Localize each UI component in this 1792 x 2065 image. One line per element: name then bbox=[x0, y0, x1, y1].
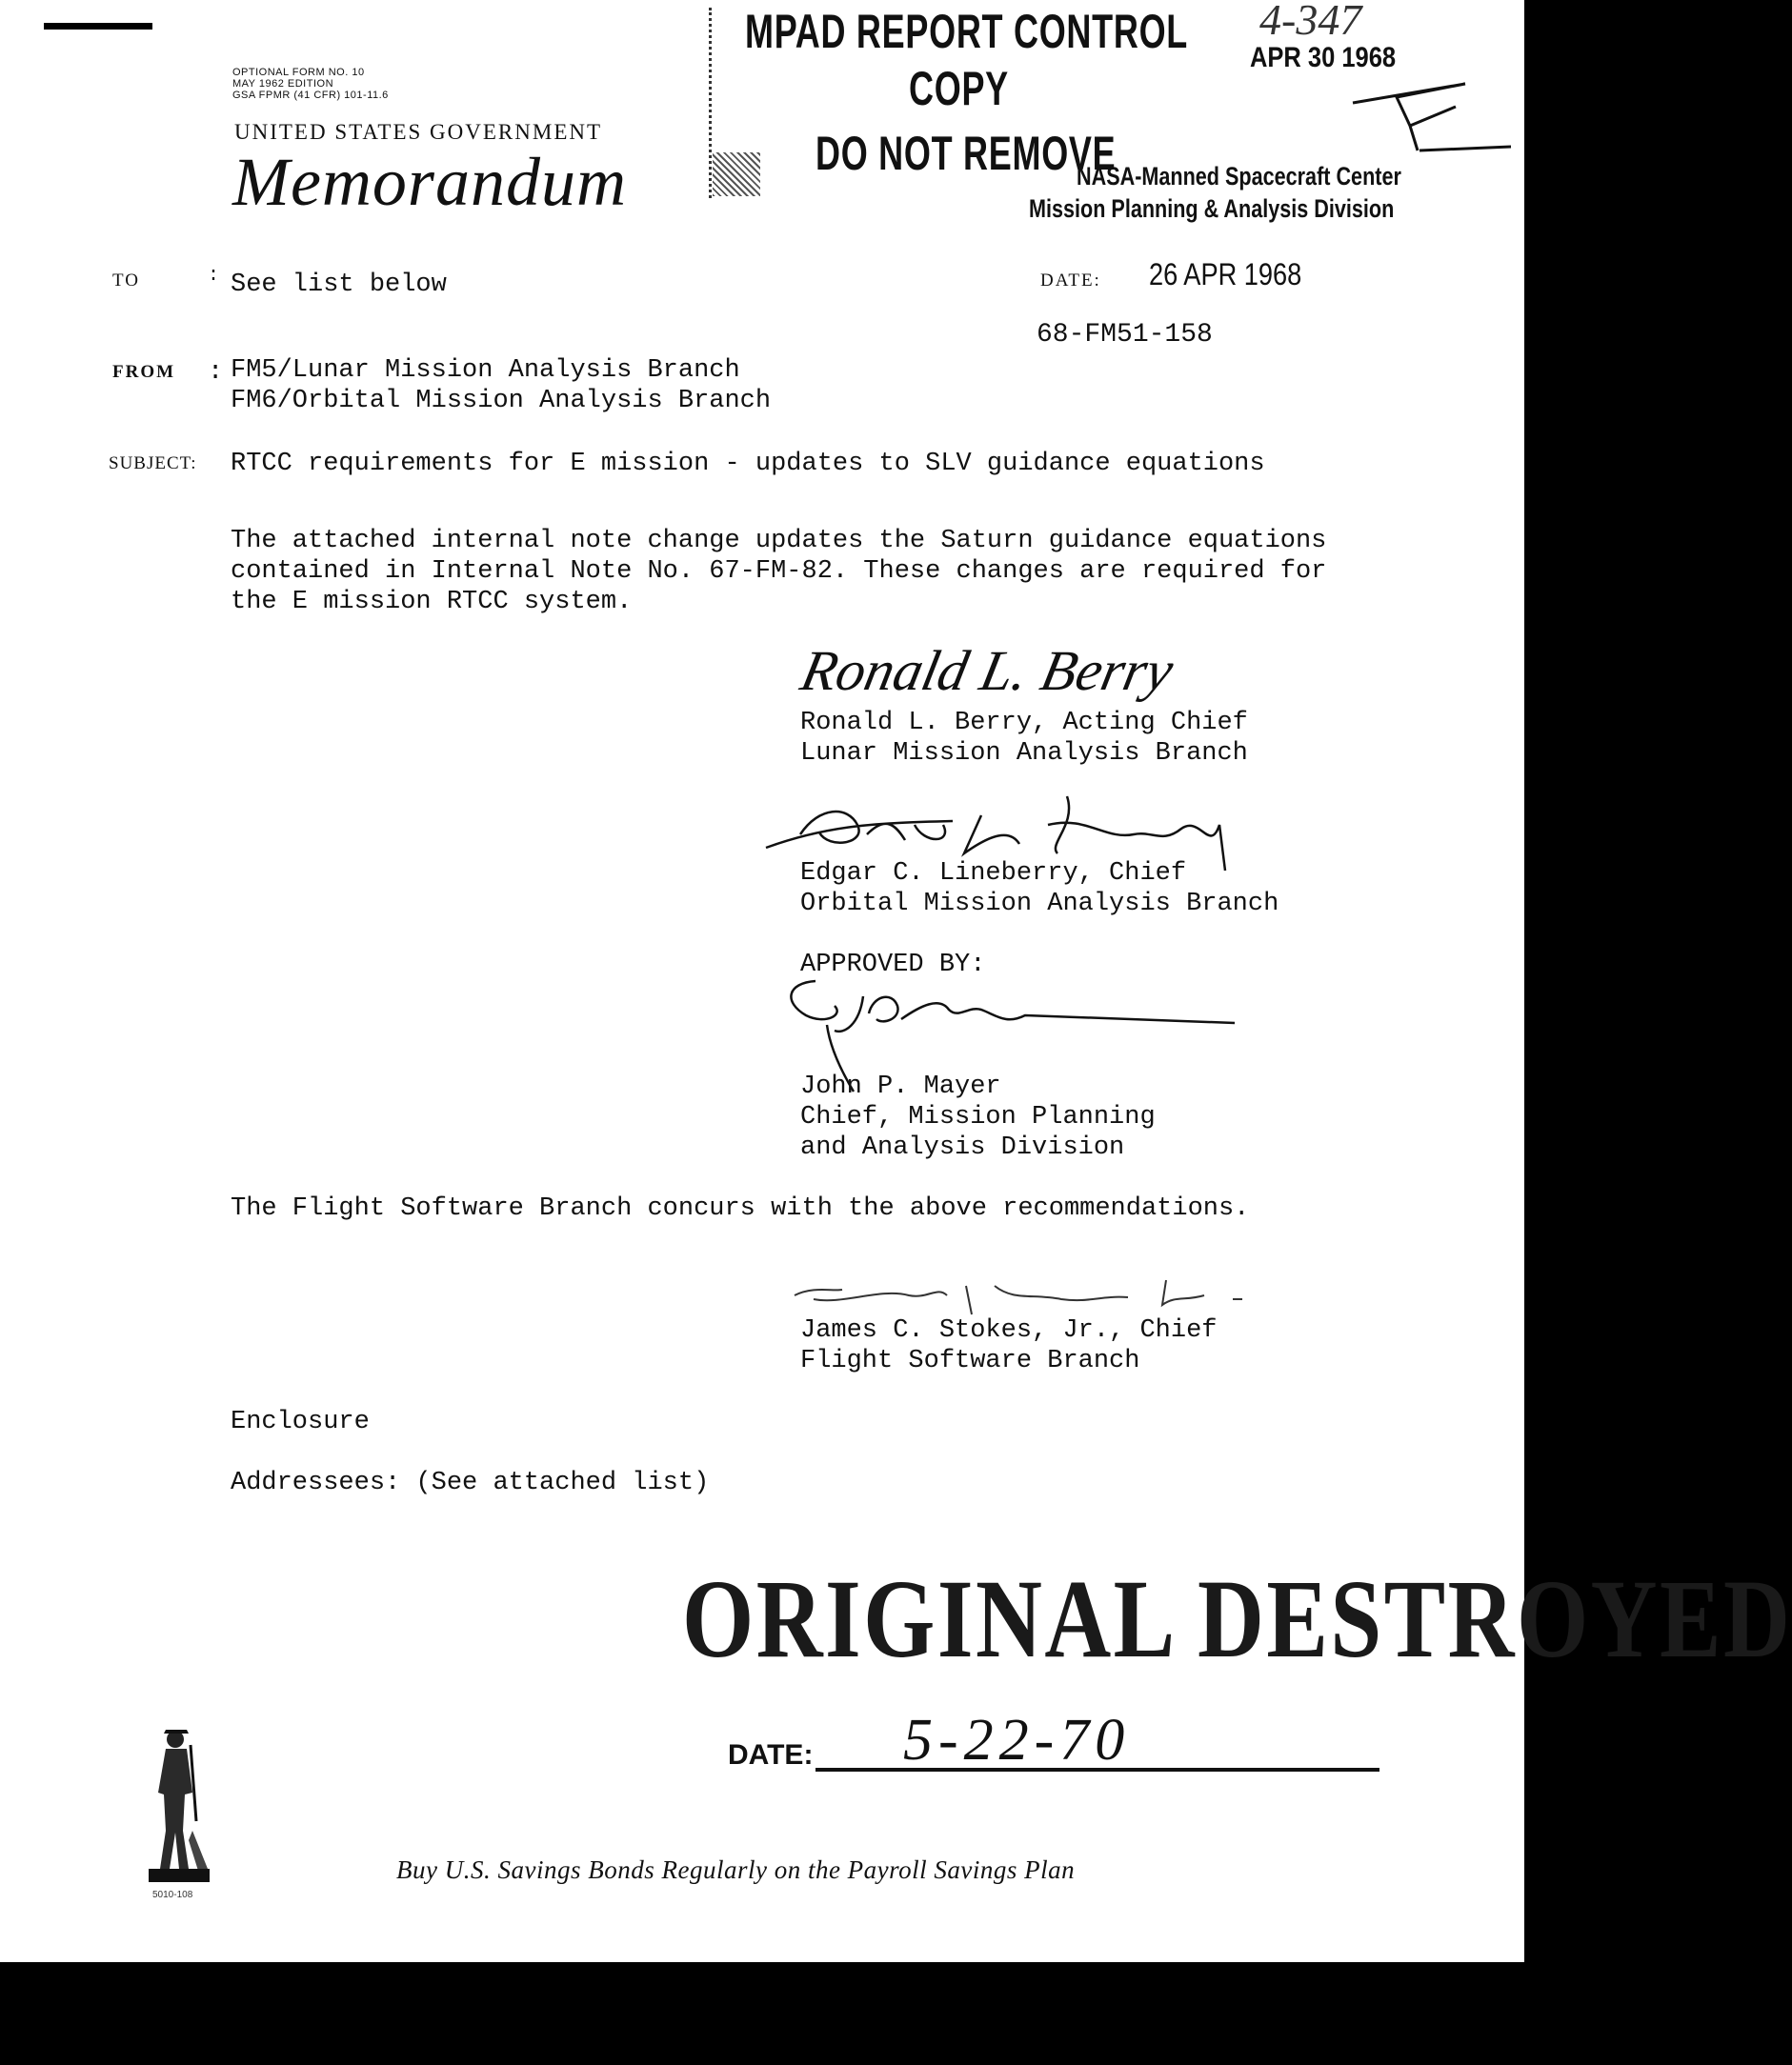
government-header: UNITED STATES GOVERNMENT bbox=[234, 120, 603, 144]
form-code: 5010-108 bbox=[152, 1890, 193, 1900]
destroyed-date-label: DATE: bbox=[728, 1739, 814, 1771]
approved-by-label: APPROVED BY: bbox=[800, 951, 986, 979]
form-line: OPTIONAL FORM NO. 10 bbox=[232, 67, 365, 78]
signer-title-lineberry: Orbital Mission Analysis Branch bbox=[800, 890, 1279, 918]
signer-title-stokes: Flight Software Branch bbox=[800, 1347, 1140, 1375]
from-label: FROM bbox=[112, 362, 176, 382]
received-date-stamp: APR 30 1968 bbox=[1250, 42, 1397, 73]
signer-title-mayer-1: Chief, Mission Planning bbox=[800, 1103, 1156, 1132]
date-value: 26 APR 1968 bbox=[1149, 257, 1302, 291]
to-label: TO bbox=[112, 271, 140, 291]
stamp-org-line1: NASA-Manned Spacecraft Center bbox=[1077, 162, 1401, 190]
stamp-do-not-remove: DO NOT REMOVE bbox=[815, 127, 1117, 180]
original-destroyed-stamp: ORIGINAL DESTROYED bbox=[682, 1556, 1792, 1681]
signer-name-stokes: James C. Stokes, Jr., Chief bbox=[800, 1316, 1218, 1345]
signature-berry: Ronald L. Berry bbox=[795, 639, 1179, 702]
memorandum-title: Memorandum bbox=[232, 144, 627, 220]
from-line-2: FM6/Orbital Mission Analysis Branch bbox=[231, 387, 772, 415]
signature-stokes bbox=[785, 1267, 1261, 1324]
savings-bond-slogan: Buy U.S. Savings Bonds Regularly on the Payroll Savings Plan bbox=[396, 1855, 1076, 1884]
stamp-shading bbox=[713, 152, 760, 196]
colon-mark: : bbox=[208, 265, 220, 287]
body-paragraph bbox=[231, 526, 1326, 617]
subject-value: RTCC requirements for E mission - updates to SLV guidance equations bbox=[231, 450, 1265, 478]
top-left-bar bbox=[44, 23, 152, 30]
optional-form-text bbox=[232, 67, 389, 101]
signer-name-lineberry: Edgar C. Lineberry, Chief bbox=[800, 859, 1187, 888]
colon-mark: : bbox=[208, 358, 224, 387]
handwritten-ref: 4-347 bbox=[1259, 0, 1362, 44]
signer-name-mayer: John P. Mayer bbox=[800, 1073, 1001, 1101]
destroyed-date-value: 5-22-70 bbox=[903, 1708, 1131, 1773]
signer-name-berry: Ronald L. Berry, Acting Chief bbox=[800, 709, 1248, 737]
body-line: The attached internal note change updates the Saturn guidance equations bbox=[231, 527, 1327, 555]
stamp-copy: COPY bbox=[909, 62, 1009, 115]
subject-label: SUBJECT: bbox=[109, 453, 197, 473]
date-label: DATE: bbox=[1040, 271, 1101, 291]
enclosure-label: Enclosure bbox=[231, 1408, 370, 1436]
stamp-checkmark bbox=[1343, 76, 1515, 162]
form-line: MAY 1962 EDITION bbox=[232, 78, 334, 90]
form-line: GSA FPMR (41 CFR) 101-11.6 bbox=[232, 90, 389, 101]
signer-title-berry: Lunar Mission Analysis Branch bbox=[800, 739, 1248, 768]
minuteman-statue-icon bbox=[141, 1726, 217, 1888]
from-line-1: FM5/Lunar Mission Analysis Branch bbox=[231, 356, 740, 385]
concurrence-text: The Flight Software Branch concurs with the above recommendations. bbox=[231, 1194, 1250, 1223]
body-line: contained in Internal Note No. 67-FM-82. These changes are required for bbox=[231, 557, 1327, 586]
addressees-line: Addressees: (See attached list) bbox=[231, 1469, 710, 1497]
signer-title-mayer-2: and Analysis Division bbox=[800, 1133, 1125, 1162]
to-value: See list below bbox=[231, 271, 447, 299]
reference-number: 68-FM51-158 bbox=[1037, 320, 1213, 350]
stamp-report-control: MPAD REPORT CONTROL bbox=[745, 5, 1189, 58]
body-line: the E mission RTCC system. bbox=[231, 588, 633, 616]
stamp-org-line2: Mission Planning & Analysis Division bbox=[1029, 194, 1395, 223]
